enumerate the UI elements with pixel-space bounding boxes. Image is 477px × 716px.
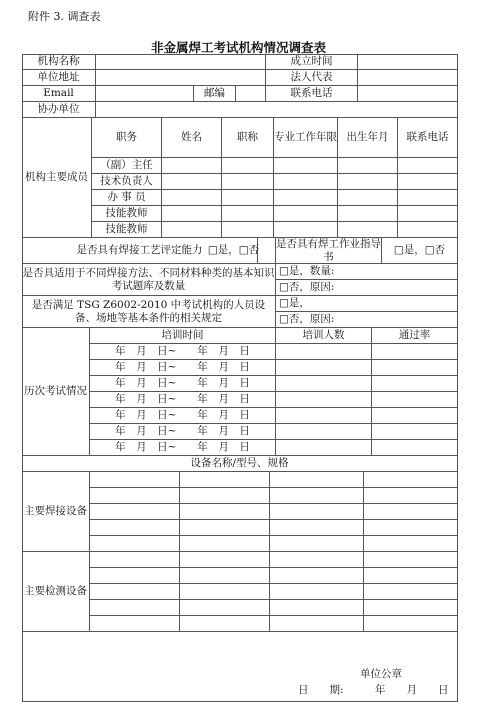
q3-yes: □是，数量: [276, 264, 458, 280]
history-rate-header: 通过率 [372, 328, 458, 344]
inspection-equipment-cell [364, 568, 458, 584]
address-value [96, 70, 266, 86]
postcode-value [236, 86, 266, 102]
email-value [96, 86, 194, 102]
q1-label: 是否具有焊接工艺评定能力 [22, 238, 258, 264]
seal-label: 单位公章 [360, 668, 402, 680]
member-cell [274, 222, 338, 238]
history-time-cell: 年 月 日~ 年 月 日 [90, 408, 276, 424]
welding-equipment-cell [364, 472, 458, 488]
history-people-cell [276, 440, 372, 456]
inspection-equipment-cell [90, 600, 180, 616]
history-people-cell [276, 392, 372, 408]
members-column-header: 联系电话 [398, 118, 458, 158]
phone-value [358, 86, 458, 102]
phone-label: 联系电话 [266, 86, 358, 102]
inspection-equipment-cell [180, 568, 270, 584]
history-time-cell: 年 月 日~ 年 月 日 [90, 376, 276, 392]
members-column-header: 出生年月 [338, 118, 398, 158]
legal-rep-label: 法人代表 [266, 70, 358, 86]
q3-no: □否，原因: [276, 280, 458, 296]
org-name-label: 机构名称 [22, 54, 96, 70]
member-role: 技术负责人 [92, 174, 162, 190]
q4-label: 是否满足 TSG Z6002-2010 中考试机构的人员设备、场地等基本条件的相关规定 [22, 296, 276, 328]
history-rate-cell [372, 360, 458, 376]
welding-equipment-cell [180, 520, 270, 536]
welding-equipment-cell [364, 536, 458, 552]
inspection-equipment-cell [90, 616, 180, 632]
welding-equipment-cell [90, 488, 180, 504]
member-cell [222, 190, 274, 206]
welding-equipment-cell [90, 472, 180, 488]
member-cell [222, 158, 274, 174]
q4-yes: □是， [276, 296, 458, 312]
member-cell [274, 190, 338, 206]
members-column-header: 职称 [222, 118, 274, 158]
legal-rep-value [358, 70, 458, 86]
q3-label: 是否具适用于不同焊接方法、不同材料种类的基本知识考试题库及数量 [22, 264, 276, 296]
inspection-equipment-cell [364, 552, 458, 568]
inspection-equipment-cell [364, 584, 458, 600]
history-people-cell [276, 424, 372, 440]
inspection-equipment-cell [270, 552, 364, 568]
date-label: 日 期: 年 月 日 [298, 684, 449, 696]
welding-equipment-cell [270, 504, 364, 520]
welding-equipment-cell [270, 472, 364, 488]
member-cell [338, 190, 398, 206]
member-cell [274, 206, 338, 222]
members-column-header: 姓名 [162, 118, 222, 158]
form-title: 非金属焊工考试机构情况调查表 [150, 40, 326, 55]
q1-answer: □是，□否 [192, 238, 276, 264]
attachment-label: 附件 3. 调查表 [28, 10, 101, 23]
member-cell [222, 222, 274, 238]
inspection-equipment-cell [270, 568, 364, 584]
member-cell [338, 206, 398, 222]
inspection-equipment-cell [90, 552, 180, 568]
member-role: 办 事 员 [92, 190, 162, 206]
member-cell [274, 158, 338, 174]
inspection-equipment-cell [90, 584, 180, 600]
established-label: 成立时间 [266, 54, 358, 70]
member-cell [162, 222, 222, 238]
welding-equipment-cell [180, 504, 270, 520]
welding-equipment-cell [364, 520, 458, 536]
inspection-equipment-cell [270, 600, 364, 616]
members-column-header: 职务 [92, 118, 162, 158]
address-label: 单位地址 [22, 70, 96, 86]
inspection-equipment-cell [180, 584, 270, 600]
history-time-cell: 年 月 日~ 年 月 日 [90, 424, 276, 440]
welding-equipment-cell [180, 536, 270, 552]
history-rate-cell [372, 440, 458, 456]
history-time-cell: 年 月 日~ 年 月 日 [90, 344, 276, 360]
member-role: 技能教师 [92, 222, 162, 238]
history-rate-cell [372, 344, 458, 360]
co-unit-label: 协办单位 [22, 102, 96, 118]
email-label: Email [22, 86, 96, 102]
welding-equipment-cell [180, 472, 270, 488]
history-people-cell [276, 360, 372, 376]
member-cell [162, 190, 222, 206]
welding-equipment-cell [270, 488, 364, 504]
member-cell [338, 222, 398, 238]
survey-table [22, 54, 458, 702]
inspection-equipment-cell [180, 600, 270, 616]
history-people-cell [276, 376, 372, 392]
inspection-equipment-cell [364, 616, 458, 632]
member-cell [338, 158, 398, 174]
welding-equipment-cell [90, 504, 180, 520]
history-people-header: 培训人数 [276, 328, 372, 344]
history-rate-cell [372, 376, 458, 392]
established-value [358, 54, 458, 70]
welding-equipment-cell [270, 520, 364, 536]
q2-label: 是否具有焊工作业指导书 [276, 238, 381, 263]
welding-equipment-cell [90, 536, 180, 552]
history-time-cell: 年 月 日~ 年 月 日 [90, 360, 276, 376]
history-rate-cell [372, 424, 458, 440]
co-unit-value [96, 102, 458, 118]
equipment-header: 设备名称/型号、规格 [22, 456, 458, 472]
member-role: （副）主任 [92, 158, 162, 174]
member-cell [274, 174, 338, 190]
welding-equipment-cell [364, 488, 458, 504]
member-cell [162, 206, 222, 222]
history-rate-cell [372, 392, 458, 408]
welding-equipment-cell [180, 488, 270, 504]
inspection-equipment-cell [180, 552, 270, 568]
inspection-equipment-cell [180, 616, 270, 632]
member-cell [398, 174, 458, 190]
welding-equipment-cell [270, 536, 364, 552]
inspection-equipment-cell [364, 600, 458, 616]
inspection-equipment-cell [270, 616, 364, 632]
inspection-equipment-cell [270, 584, 364, 600]
member-cell [398, 190, 458, 206]
history-time-cell: 年 月 日~ 年 月 日 [90, 392, 276, 408]
member-cell [162, 174, 222, 190]
history-rate-cell [372, 408, 458, 424]
welding-equipment-cell [90, 520, 180, 536]
member-cell [398, 206, 458, 222]
member-cell [398, 222, 458, 238]
history-people-cell [276, 408, 372, 424]
members-column-header: 专业工作年限 [274, 118, 338, 158]
history-time-header: 培训时间 [90, 328, 276, 344]
org-name-value [96, 54, 266, 70]
history-time-cell: 年 月 日~ 年 月 日 [90, 440, 276, 456]
welding-equipment-label: 主要焊接设备 [22, 472, 90, 552]
history-label: 历次考试情况 [22, 328, 90, 456]
inspection-equipment-cell [90, 568, 180, 584]
inspection-equipment-label: 主要检测设备 [22, 552, 90, 632]
member-cell [162, 158, 222, 174]
member-cell [222, 174, 274, 190]
history-people-cell [276, 344, 372, 360]
member-cell [398, 158, 458, 174]
welding-equipment-cell [364, 504, 458, 520]
member-cell [222, 206, 274, 222]
members-label: 机构主要成员 [22, 118, 92, 238]
member-cell [338, 174, 398, 190]
member-role: 技能教师 [92, 206, 162, 222]
q2-answer: □是，□否 [382, 238, 458, 264]
q4-no: □否，原因: [276, 312, 458, 328]
postcode-label: 邮编 [194, 86, 236, 102]
